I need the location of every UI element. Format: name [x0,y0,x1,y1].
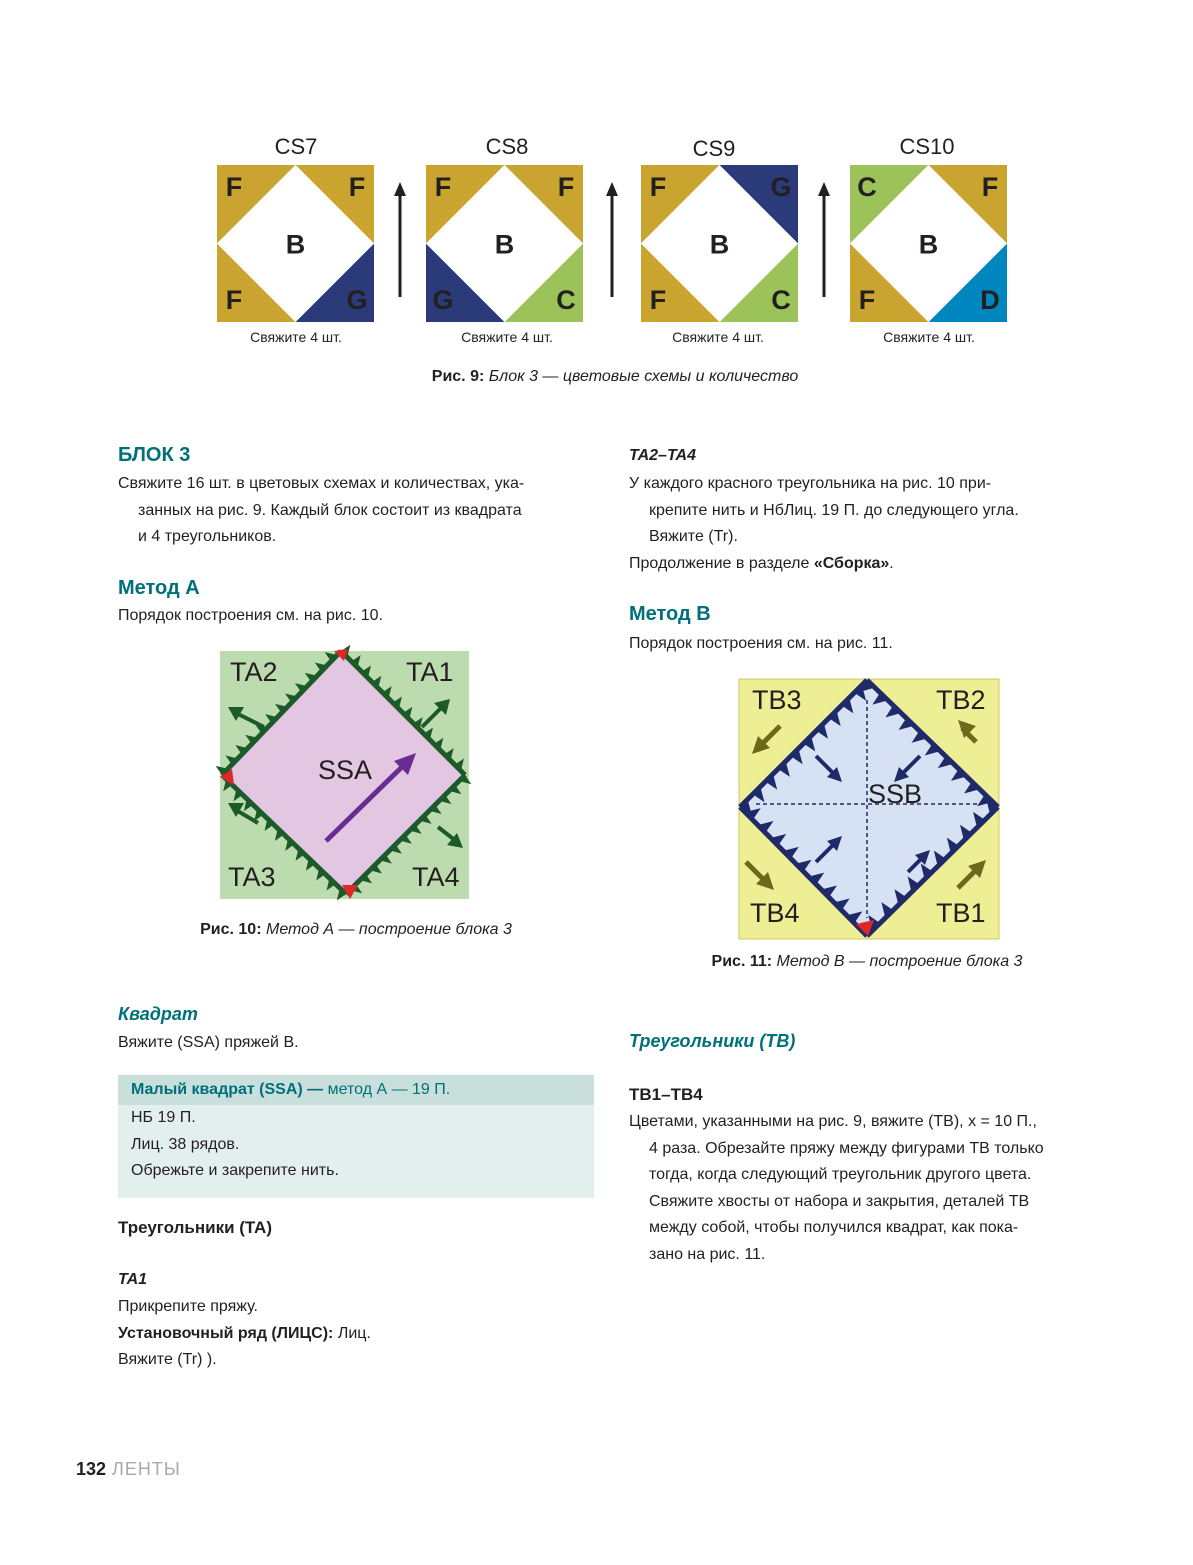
corner-letter: G [432,285,454,315]
ssa-label: SSA [318,755,373,785]
tb3-label: TB3 [752,685,802,715]
corner-letter: G [770,172,792,202]
scheme-caption: Свяжите 4 шт. [672,329,764,345]
figure-10-caption-text: Метод А — построение блока 3 [265,921,512,938]
paragraph-line: Свяжите 16 шт. в цветовых схемах и количествах, ука- [118,475,525,492]
scheme-title: CS9 [692,136,736,161]
ta3-label: TA3 [228,862,276,892]
center-letter: B [709,229,730,260]
ta2-label: TA2 [230,657,278,687]
corner-letter: F [981,172,999,202]
method-b-heading: Метод В [629,603,711,625]
scheme-caption: Свяжите 4 шт. [461,329,553,345]
instruction-line [118,1321,371,1348]
corner-letter: F [225,172,243,202]
paragraph-line: Цветами, указанными на рис. 9, вяжите (TB), x = 10 П., [629,1113,1037,1130]
paragraph-line: тогда, когда следующий треугольник другого цвета. [649,1166,1032,1183]
continue-end: . [889,554,894,572]
instruction-line: Лиц. 38 рядов. [131,1135,240,1153]
assembly-link-text: «Сборка» [813,554,890,572]
ssb-label: SSB [868,779,923,809]
paragraph-line: занных на рис. 9. Каждый блок состоит из квадрата [138,501,522,519]
scheme-title: CS10 [899,134,955,159]
corner-letter: C [857,172,877,202]
tb4-label: TB4 [750,898,800,928]
instruction-line: НБ 19 П. [131,1109,196,1126]
center-letter: B [285,229,306,260]
center-letter: B [494,229,515,260]
paragraph-line: Свяжите хвосты от набора и закрытия, деталей TB [649,1192,1030,1210]
up-arrow [818,182,830,297]
corner-letter: F [348,172,366,202]
color-scheme-block [641,165,798,322]
figure-11-caption-text: Метод В — построение блока 3 [776,953,1023,970]
instruction-box-title-bold: Малый квадрат (SSA) — [131,1081,328,1098]
scheme-caption: Свяжите 4 шт. [250,329,342,345]
figure-9-caption-text: Блок 3 — цветовые схемы и количество [488,368,799,385]
section-name: ЛЕНТЫ [112,1459,181,1479]
block-heading: БЛОК 3 [118,444,191,466]
color-schemes-diagram [0,0,1193,330]
tb1-tb4-heading: TB1–TB4 [629,1085,703,1104]
center-letter: B [918,229,939,260]
figure-11-diagram [736,676,1002,942]
corner-letter: C [771,285,791,315]
ta1-instructions [118,1294,371,1374]
corner-letter: F [434,172,452,202]
instruction-line: Прикрепите пряжу. [118,1298,258,1315]
figure-10-caption-label: Рис. 10: [200,921,262,938]
paragraph-line: Вяжите (Tr). [649,528,738,545]
ta2-ta4-paragraph [629,471,1099,577]
figure-10-caption [118,921,594,939]
paragraph-line [629,551,1099,578]
instruction-box-title-normal: метод А — 19 П. [327,1081,451,1098]
paragraph-line: крепите нить и НбЛиц. 19 П. до следующего угла. [649,501,1019,519]
corner-letter: F [649,172,667,202]
corner-letter: F [858,285,876,315]
figure-11-caption-label: Рис. 11: [711,953,773,970]
page-footer [76,1459,181,1480]
instruction-box-title [118,1075,594,1105]
figure-9-caption [310,368,920,386]
square-text: Вяжите (SSA) пряжей B. [118,1034,299,1051]
corner-letter: F [557,172,575,202]
figure-10-diagram [216,645,474,907]
corner-letter: F [649,285,667,315]
corner-letter: D [980,285,1000,315]
ta1-heading: TA1 [118,1271,148,1288]
continue-text: Продолжение в разделе [629,554,814,572]
paragraph-line: У каждого красного треугольника на рис. 10 при- [629,475,992,492]
paragraph-line: зано на рис. 11. [649,1245,766,1263]
up-arrow [606,182,618,297]
instruction-line: Обрежьте и закрепите нить. [131,1162,339,1179]
figure-11-caption [629,953,1105,971]
instruction-box [118,1075,594,1198]
corner-letter: F [225,285,243,315]
ta1-label: TA1 [406,657,454,687]
scheme-caption: Свяжите 4 шт. [883,329,975,345]
paragraph-line: между собой, чтобы получился квадрат, как пока- [649,1219,1019,1236]
triangles-tb-heading: Треугольники (TB) [629,1031,796,1051]
triangles-ta-heading: Треугольники (TA) [118,1218,272,1237]
method-a-heading: Метод А [118,577,200,599]
square-heading: Квадрат [118,1004,198,1024]
page-number: 132 [76,1459,107,1479]
row-label: Установочный ряд (ЛИЦС): [118,1324,334,1342]
ta4-label: TA4 [412,862,460,892]
scheme-title: CS8 [485,134,529,159]
figure-9-caption-label: Рис. 9: [431,368,485,385]
method-a-text: Порядок построения см. на рис. 10. [118,607,383,624]
ta2-ta4-heading: TA2–TA4 [629,447,696,464]
tb2-label: TB2 [936,685,986,715]
block-paragraph [118,471,598,551]
corner-letter: C [556,285,576,315]
scheme-title: CS7 [274,134,318,159]
tb-paragraph [629,1109,1109,1268]
paragraph-line: и 4 треугольников. [138,528,277,545]
method-b-text: Порядок построения см. на рис. 11. [629,635,893,652]
row-value: Лиц. [333,1324,371,1342]
color-scheme-block [850,165,1007,322]
color-scheme-block [217,165,374,322]
corner-letter: G [346,285,368,315]
instruction-line: Вяжите (Tr) ). [118,1351,217,1368]
paragraph-line: 4 раза. Обрезайте пряжу между фигурами TB только [649,1139,1044,1157]
up-arrow [394,182,406,297]
tb1-label: TB1 [936,898,986,928]
color-scheme-block [426,165,583,322]
